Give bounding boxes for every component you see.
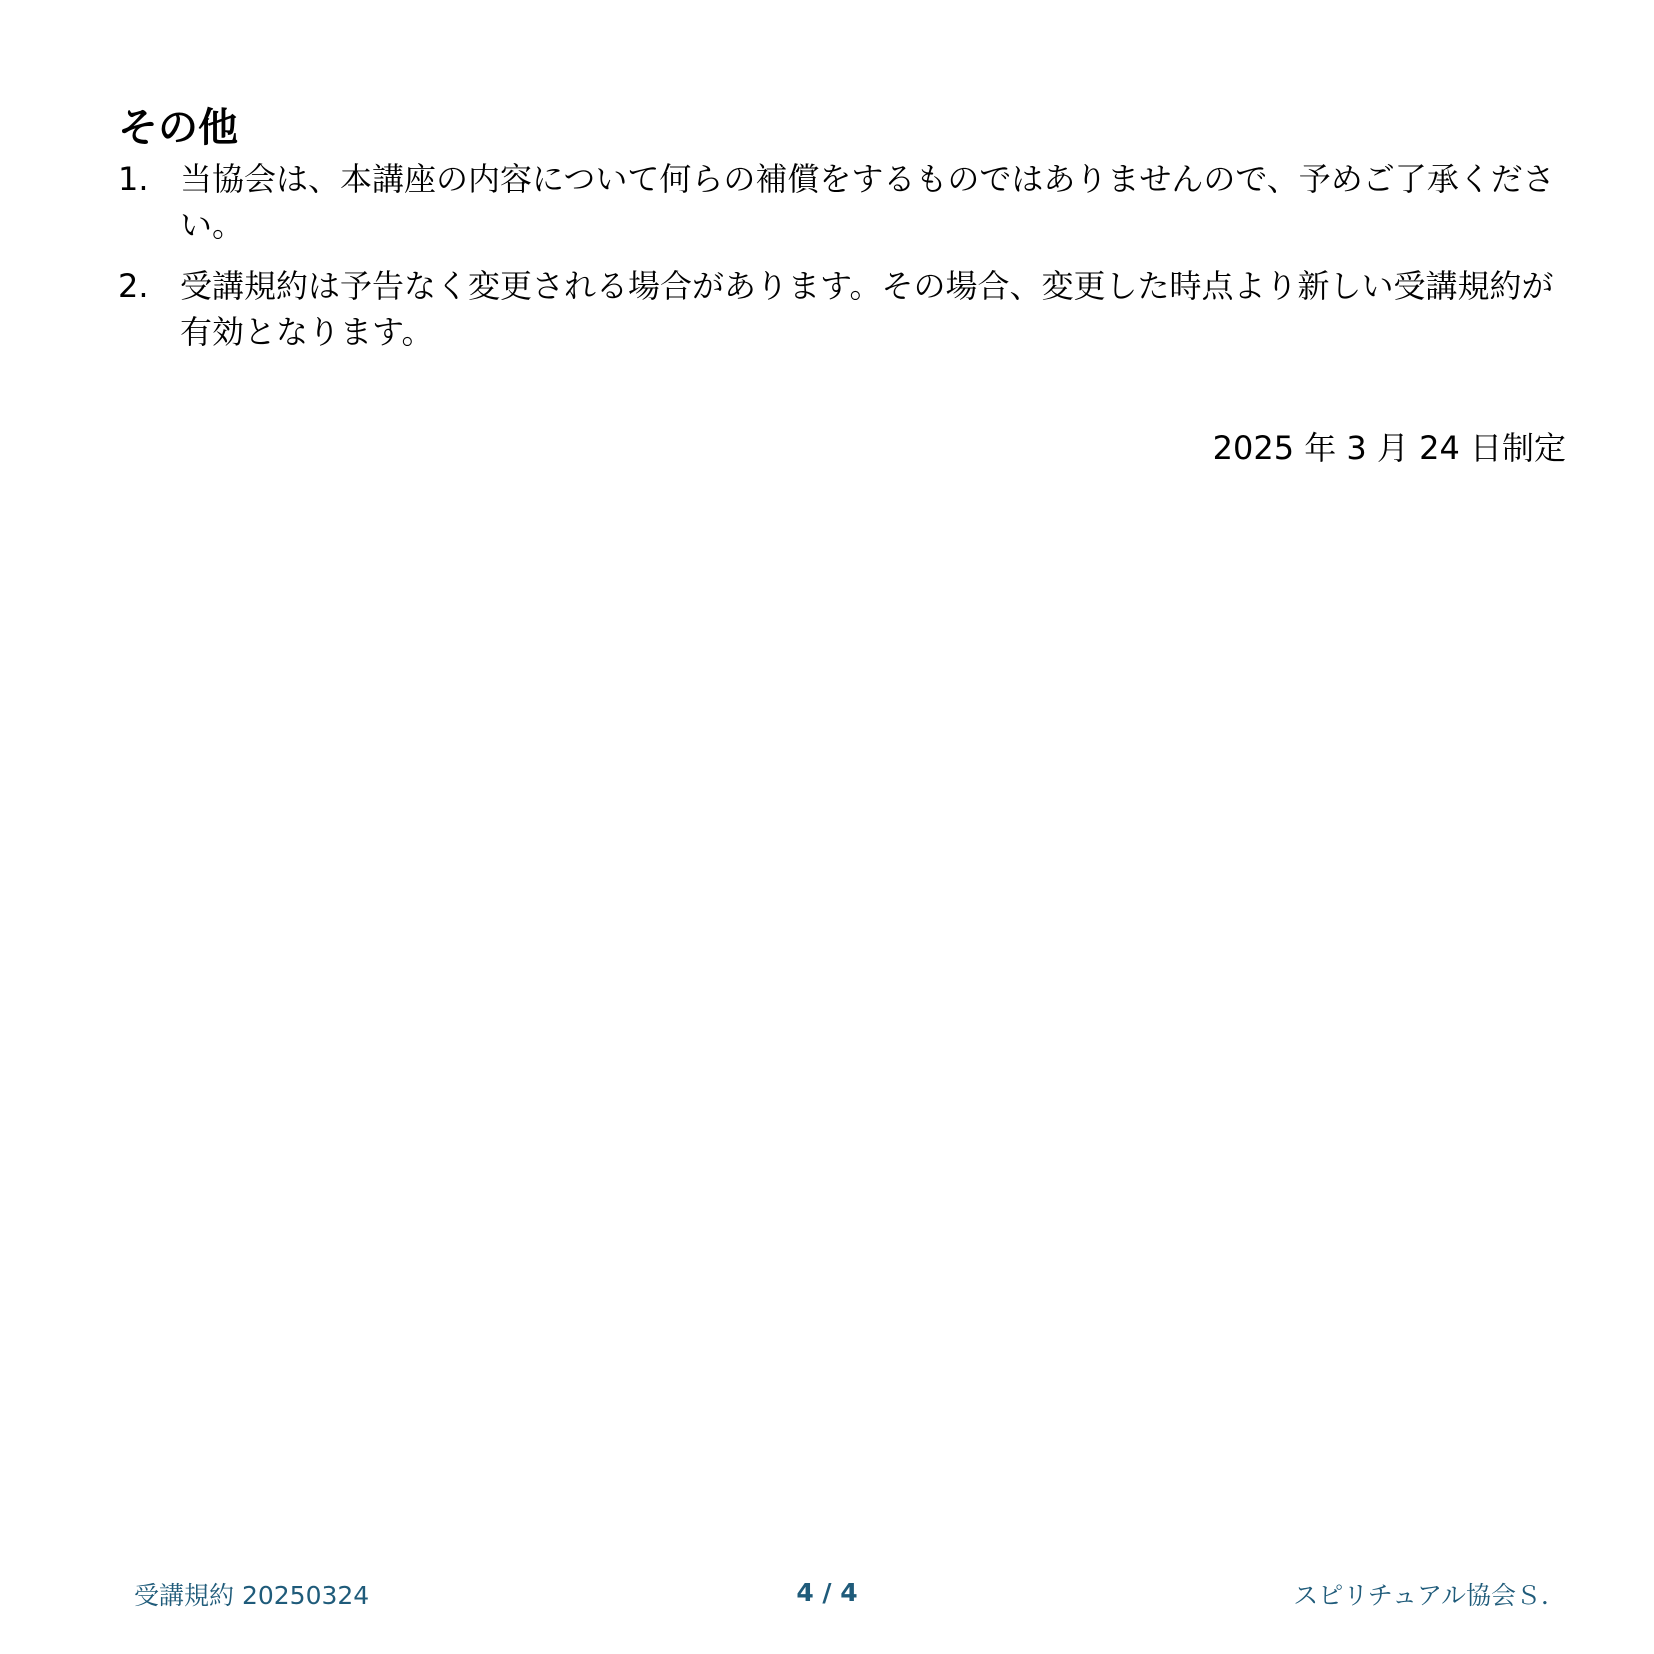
list-item bbox=[118, 263, 1566, 355]
page-total: 4 bbox=[840, 1578, 858, 1607]
footer-organization-name: スピリチュアル協会Ｓ． bbox=[1293, 1581, 1566, 1610]
footer-document-title: 受講規約 20250324 bbox=[134, 1581, 370, 1610]
section-heading: その他 bbox=[118, 105, 238, 151]
list-item-number: 1. bbox=[118, 160, 149, 198]
footer-page-number bbox=[796, 1575, 857, 1611]
page-separator: / bbox=[813, 1578, 841, 1607]
list-item-number: 2. bbox=[118, 267, 149, 305]
list-item bbox=[118, 156, 1566, 248]
list-item-text: 受講規約は予告なく変更される場合があります。その場合、変更した時点より新しい受講規約が有効となります。 bbox=[180, 267, 1554, 351]
list-item-text: 当協会は、本講座の内容について何らの補償をするものではありませんので、予めご了承ください。 bbox=[180, 160, 1555, 244]
enactment-date: 2025 年 3 月 24 日制定 bbox=[1212, 429, 1566, 467]
page-current: 4 bbox=[796, 1578, 814, 1607]
